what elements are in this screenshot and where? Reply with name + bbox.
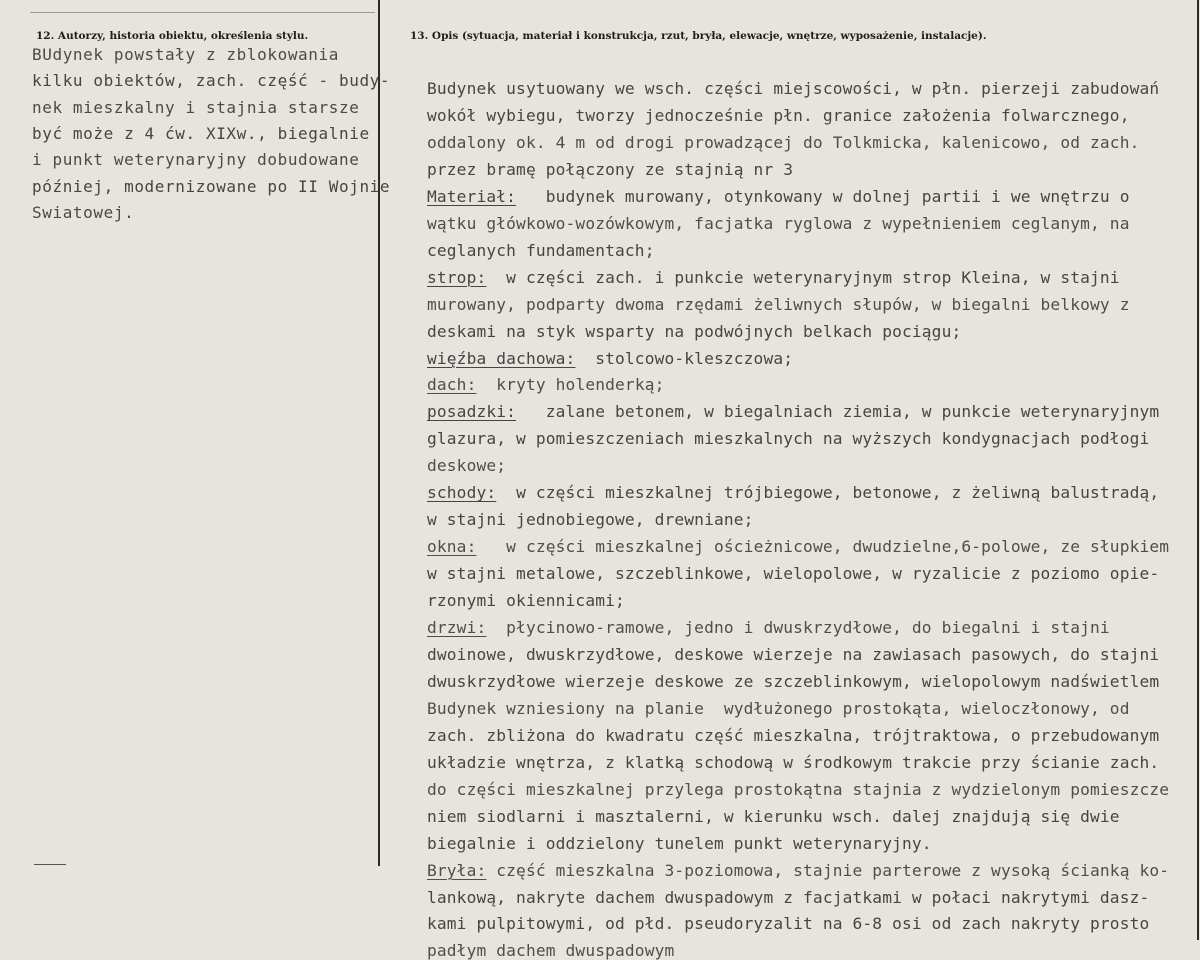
field-label: schody: — [427, 483, 497, 503]
section-12-text-line: później, modernizowane po II Wojnie — [32, 176, 391, 196]
footer-mark — [34, 864, 66, 865]
section-13-header: 13. Opis (sytuacja, materiał i konstrukcja, rzut, bryła, elewacje, wnętrze, wyposażenie, instalacje). — [410, 30, 987, 42]
line-text: w stajni jednobiegowe, drewniane; — [427, 510, 754, 530]
section-12-text-line: Swiatowej. — [32, 202, 135, 222]
section-13-text-line — [427, 510, 754, 529]
section-12-header: 12. Autorzy, historia obiektu, określenia stylu. — [36, 30, 309, 42]
section-13-text-line — [427, 429, 1149, 448]
section-13-text-line — [427, 79, 1159, 98]
section-12-text-line: być może z 4 ćw. XIXw., biegalnie — [32, 123, 370, 143]
line-text: stolcowo-kleszczowa; — [575, 348, 794, 368]
section-12-text-line: kilku obiektów, zach. część - budy- — [32, 71, 391, 91]
section-13-text-line — [427, 726, 1159, 745]
line-text: kryty holenderką; — [476, 375, 665, 395]
section-13-text-line — [427, 133, 1140, 152]
section-13-text-line — [427, 349, 793, 368]
line-text: Budynek wzniesiony na planie wydłużonego prostokąta, wieloczłonowy, od — [427, 698, 1130, 718]
section-13-text-line — [427, 322, 961, 341]
line-text: deskami na styk wsparty na podwójnych belkach pociągu; — [427, 321, 962, 341]
line-text: w części mieszkalnej trójbiegowe, betonowe, z żeliwną balustradą, — [496, 483, 1160, 503]
line-text: niem siodlarni i masztalerni, w kierunku wsch. dalej znajdują się dwie — [427, 806, 1120, 826]
section-13-text-line — [427, 483, 1159, 502]
section-13-text-line — [427, 241, 655, 260]
field-label: dach: — [427, 375, 477, 395]
section-12-text-line: BUdynek powstały z zblokowania — [32, 45, 339, 64]
field-label: okna: — [427, 537, 477, 557]
line-text: deskowe; — [427, 456, 507, 476]
line-text: część mieszkalna 3-poziomowa, stajnie parterowe z wysoką ścianką ko- — [486, 860, 1170, 880]
section-13-text-line — [427, 591, 625, 610]
section-13-text-line — [427, 106, 1130, 125]
line-text: do części mieszkalnej przylega prostokątna stajnia z wydzielonym pomieszcze — [427, 779, 1170, 799]
section-13-text-line — [427, 402, 1159, 421]
section-13-text-line — [427, 618, 1110, 637]
section-13-text-line — [427, 888, 1149, 907]
section-13-text-line — [427, 295, 1130, 314]
line-text: padłym dachem dwuspadowym — [427, 941, 675, 960]
section-13-text-line — [427, 699, 1130, 718]
section-13-text-line — [427, 861, 1169, 880]
section-13-text-line — [427, 807, 1120, 826]
section-13-text-line — [427, 834, 932, 853]
line-text: płycinowo-ramowe, jedno i dwuskrzydłowe, do biegalni i stajni — [486, 618, 1110, 637]
section-13-text-line — [427, 456, 506, 475]
section-13-text-line — [427, 214, 1130, 233]
field-label: Materiał: — [427, 186, 517, 206]
line-text: wątku główkowo-wozówkowym, facjatka ryglowa z wypełnieniem ceglanym, na — [427, 213, 1130, 233]
section-13-text-line — [427, 780, 1169, 799]
line-text: dwoinowe, dwuskrzydłowe, deskowe wierzeje na zawiasach pasowych, do stajni — [427, 644, 1160, 664]
line-text: budynek murowany, otynkowany w dolnej partii i we wnętrzu o — [516, 186, 1130, 206]
line-text: zach. zbliżona do kwadratu część mieszkalna, trójtraktowa, o przebudowanym — [427, 725, 1160, 745]
line-text: w części zach. i punkcie weterynaryjnym strop Kleina, w stajni — [486, 267, 1120, 287]
column-divider-right — [1197, 0, 1199, 940]
line-text: biegalnie i oddzielony tunelem punkt weterynaryjny. — [427, 833, 932, 853]
line-text: ceglanych fundamentach; — [427, 240, 655, 260]
section-13-text-line — [427, 268, 1120, 287]
section-13-text-line — [427, 187, 1130, 206]
line-text: murowany, podparty dwoma rzędami żeliwnych słupów, w biegalni belkowy z — [427, 294, 1130, 314]
section-13-text-line — [427, 941, 674, 960]
line-text: lankową, nakryte dachem dwuspadowym z facjatkami w połaci nakrytymi dasz- — [427, 887, 1150, 907]
line-text: w stajni metalowe, szczeblinkowe, wielopolowe, w ryzalicie z poziomo opie- — [427, 564, 1160, 584]
field-label: posadzki: — [427, 402, 517, 422]
header-rule — [30, 12, 375, 13]
line-text: dwuskrzydłowe wierzeje deskowe ze szczeblinkowym, wielopolowym nadświetlem — [427, 671, 1160, 691]
section-12-text-line: nek mieszkalny i stajnia starsze — [32, 97, 360, 117]
line-text: Budynek usytuowany we wsch. części miejscowości, w płn. pierzeji zabudowań — [427, 79, 1160, 98]
section-13-text-line — [427, 645, 1159, 664]
section-13-text-line — [427, 564, 1159, 583]
line-text: przez bramę połączony ze stajnią nr 3 — [427, 159, 794, 179]
line-text: rzonymi okiennicami; — [427, 591, 625, 611]
line-text: wokół wybiegu, tworzy jednocześnie płn. granice założenia folwarcznego, — [427, 105, 1130, 125]
field-label: Bryła: — [427, 860, 487, 880]
section-13-text-line — [427, 914, 1149, 933]
line-text: kami pulpitowymi, od płd. pseudoryzalit na 6-8 osi od zach nakryty prosto — [427, 914, 1150, 934]
section-12-text-line: i punkt weterynaryjny dobudowane — [32, 150, 360, 170]
line-text: oddalony ok. 4 m od drogi prowadzącej do Tolkmicka, kalenicowo, od zach. — [427, 132, 1140, 152]
line-text: w części mieszkalnej ościeżnicowe, dwudzielne,6-polowe, ze słupkiem — [476, 537, 1170, 557]
section-13-text-line — [427, 375, 665, 394]
section-13-text-line — [427, 672, 1159, 691]
section-13-text-line — [427, 160, 793, 179]
column-divider-left — [378, 0, 380, 866]
field-label: strop: — [427, 267, 487, 287]
field-label: drzwi: — [427, 618, 487, 637]
field-label: więźba dachowa: — [427, 348, 576, 368]
line-text: zalane betonem, w biegalniach ziemia, w punkcie weterynaryjnym — [516, 402, 1160, 422]
line-text: glazura, w pomieszczeniach mieszkalnych na wyższych kondygnacjach podłogi — [427, 429, 1150, 449]
section-13-text-line — [427, 753, 1159, 772]
section-13-text-line — [427, 537, 1169, 556]
line-text: układzie wnętrza, z klatką schodową w środkowym trakcie przy ścianie zach. — [427, 752, 1160, 772]
